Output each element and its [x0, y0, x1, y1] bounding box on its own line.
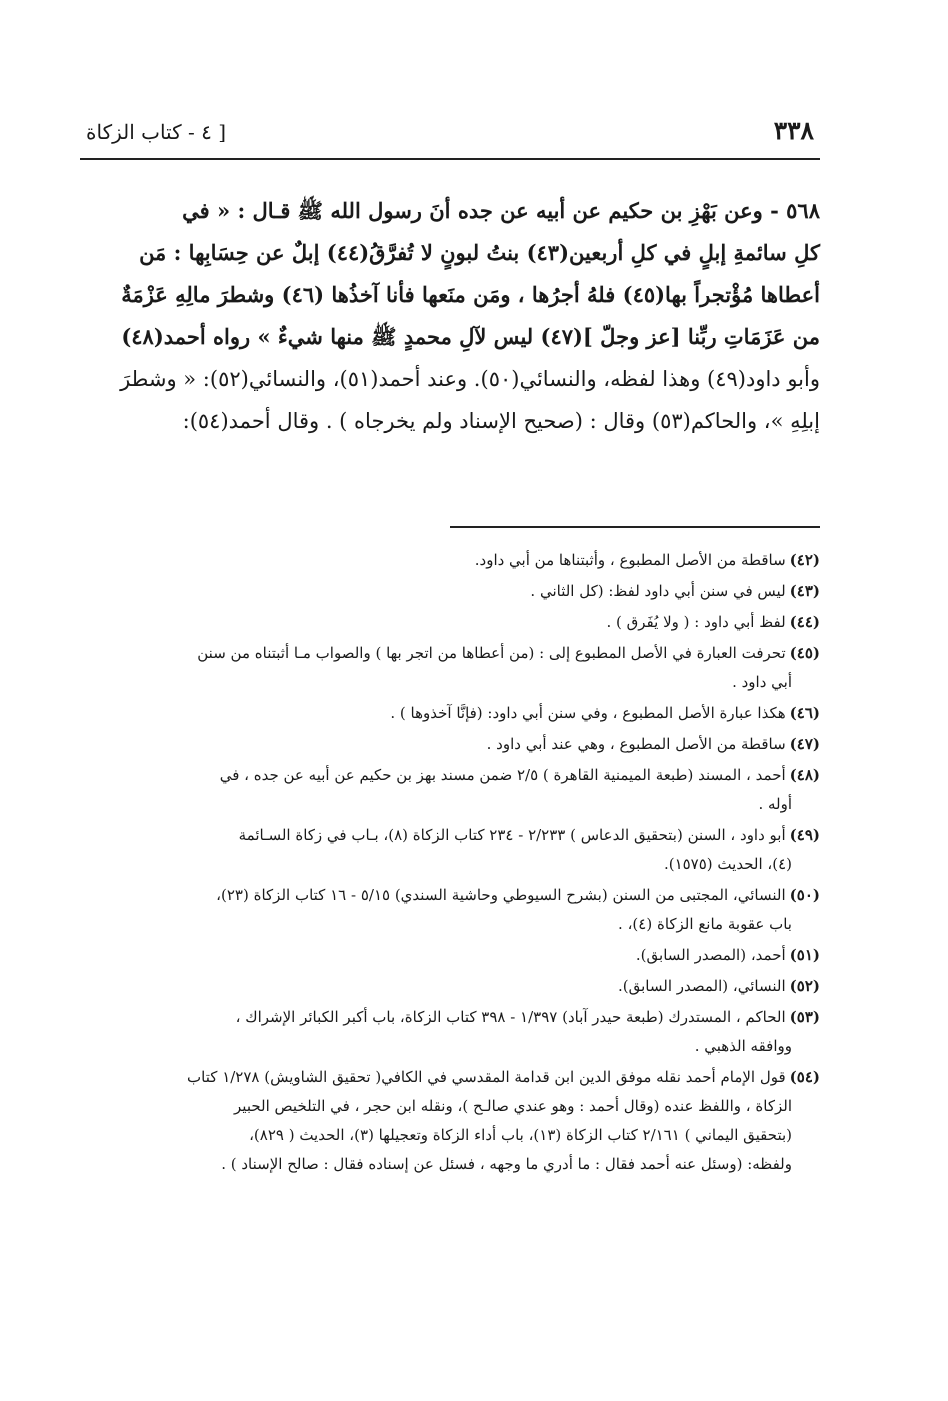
book-page [80, 110, 820, 1290]
footnote-number: (٥١) [789, 946, 820, 964]
footnote-52 [80, 972, 820, 1001]
footnote-text: هكذا عبارة الأصل المطبوع ، وفي سنن أبي داود: (فإنَّا آخذوها ) . [390, 704, 786, 722]
footnote-number: (٤٢) [789, 551, 820, 569]
footnote-separator [450, 526, 820, 528]
footnote-text: ساقطة من الأصل المطبوع ، وهي عند أبي داود . [486, 735, 786, 753]
footnote-49 [80, 821, 820, 879]
footnote-text: باب عقوبة مانع الزكاة (٤)، . [618, 915, 792, 933]
footnote-48 [80, 761, 820, 819]
footnote-text: النسائي، المجتبى من السنن (بشرح السيوطي وحاشية السندي) ٥/١٥ - ١٦ كتاب الزكاة (٢٣)، [216, 886, 786, 904]
page-number: ٣٣٨ [773, 116, 814, 145]
footnote-number: (٥٢) [789, 977, 820, 995]
footnote-53 [80, 1003, 820, 1061]
hadith-text [80, 190, 820, 442]
header-rule [80, 158, 820, 160]
footnote-text: لفظ أبي داود : ( ولا يُفَرق ) . [606, 613, 786, 631]
footnote-46 [80, 699, 820, 728]
footnote-text: أبو داود ، السنن (بتحقيق الدعاس ) ٢/٢٣٣ - ٢٣٤ كتاب الزكاة (٨)، بـاب في زكاة السـائمة [238, 826, 786, 844]
footnote-number: (٤٣) [789, 582, 820, 600]
hadith-line: ٥٦٨ - وعن بَهْزِ بن حكيم عن أبيه عن جده أنَ رسول الله ﷺ قـال : « في [182, 198, 820, 223]
footnote-45 [80, 639, 820, 697]
footnote-text: تحرفت العبارة في الأصل المطبوع إلى : (من أعطاها من اتجر بها ) والصواب مـا أثبتناه من سنن [197, 644, 786, 662]
hadith-line: وأبو داود(٤٩) وهذا لفظه، والنسائي(٥٠). وعند أحمد(٥١)، والنسائي(٥٢): « وشطرَ [120, 367, 820, 391]
footnote-42 [80, 546, 820, 575]
footnote-50 [80, 881, 820, 939]
footnote-text: أوله . [758, 795, 792, 813]
running-header [80, 110, 820, 154]
footnote-number: (٥٣) [789, 1008, 820, 1026]
footnote-54 [80, 1063, 820, 1179]
footnote-number: (٤٥) [789, 644, 820, 662]
footnote-text: الزكاة ، واللفظ عنده (وقال أحمد : وهو عندي صالـح )، ونقله ابن حجر ، في التلخيص الحبير [234, 1097, 792, 1115]
footnote-number: (٥٠) [789, 886, 820, 904]
footnote-number: (٤٩) [789, 826, 820, 844]
footnote-43 [80, 577, 820, 606]
footnote-number: (٤٦) [789, 704, 820, 722]
footnote-text: ولفظه: (وسئل عنه أحمد فقال : ما أدري ما وجهه ، فسئل عن إسناده فقال : صالح الإسناد ) . [221, 1155, 792, 1173]
footnote-44 [80, 608, 820, 637]
footnote-text: قول الإمام أحمد نقله موفق الدين ابن قدامة المقدسي في الكافي( تحقيق الشاويش) ١/٢٧٨ كتاب [187, 1068, 786, 1086]
footnote-text: أحمد، (المصدر السابق). [635, 946, 786, 964]
footnote-number: (٥٤) [789, 1068, 820, 1086]
footnotes [80, 546, 820, 1181]
hadith-line: أعطاها مُؤْتجراً بها(٤٥) فلهُ أجرُها ، ومَن منَعها فأنا آخذُها (٤٦) وشطرَ مالِهِ عَزْمَةٌ [121, 282, 820, 307]
footnote-text: ساقطة من الأصل المطبوع ، وأثبتناها من أبي داود. [474, 551, 786, 569]
footnote-text: النسائي، (المصدر السابق). [618, 977, 786, 995]
hadith-line: من عَزَمَاتِ ربِّنا [عز وجلّ ](٤٧) ليس لآلِ محمدٍ ﷺ منها شيءٌ » رواه أحمد(٤٨) [121, 324, 820, 349]
footnote-text: (٤)، الحديث (١٥٧٥). [663, 855, 792, 873]
footnote-47 [80, 730, 820, 759]
chapter-title: [ ٤ - كتاب الزكاة [86, 120, 227, 144]
footnote-text: ووافقه الذهبي . [694, 1037, 792, 1055]
footnote-text: أبي داود . [732, 673, 792, 691]
footnote-text: الحاكم ، المستدرك (طبعة حيدر آباد) ١/٣٩٧ - ٣٩٨ كتاب الزكاة، باب أكبر الكبائر الإشراك ، [235, 1008, 786, 1026]
footnote-number: (٤٧) [789, 735, 820, 753]
hadith-line: إبلِهِ »، والحاكم(٥٣) وقال : (صحيح الإسناد ولم يخرجاه ) . وقال أحمد(٥٤): [182, 409, 820, 433]
footnote-text: ليس في سنن أبي داود لفظ: (كل الثاني . [530, 582, 786, 600]
hadith-line: كلِ سائمةِ إبلٍ في كلِ أربعين(٤٣) بنتُ لبونٍ لا تُفرَّقُ(٤٤) إبلٌ عن حِسَابِها : مَن [139, 240, 820, 265]
footnote-text: أحمد ، المسند (طبعة الميمنية القاهرة ) ٢/٥ ضمن مسند بهز بن حكيم عن أبيه عن جده ، في [219, 766, 786, 784]
footnote-number: (٤٤) [789, 613, 820, 631]
footnote-text: (بتحقيق اليماني ) ٢/١٦١ كتاب الزكاة (١٣)، باب أداء الزكاة وتعجيلها (٣)، الحديث ( ٨٢٩)، [249, 1126, 792, 1144]
footnote-number: (٤٨) [789, 766, 820, 784]
footnote-51 [80, 941, 820, 970]
